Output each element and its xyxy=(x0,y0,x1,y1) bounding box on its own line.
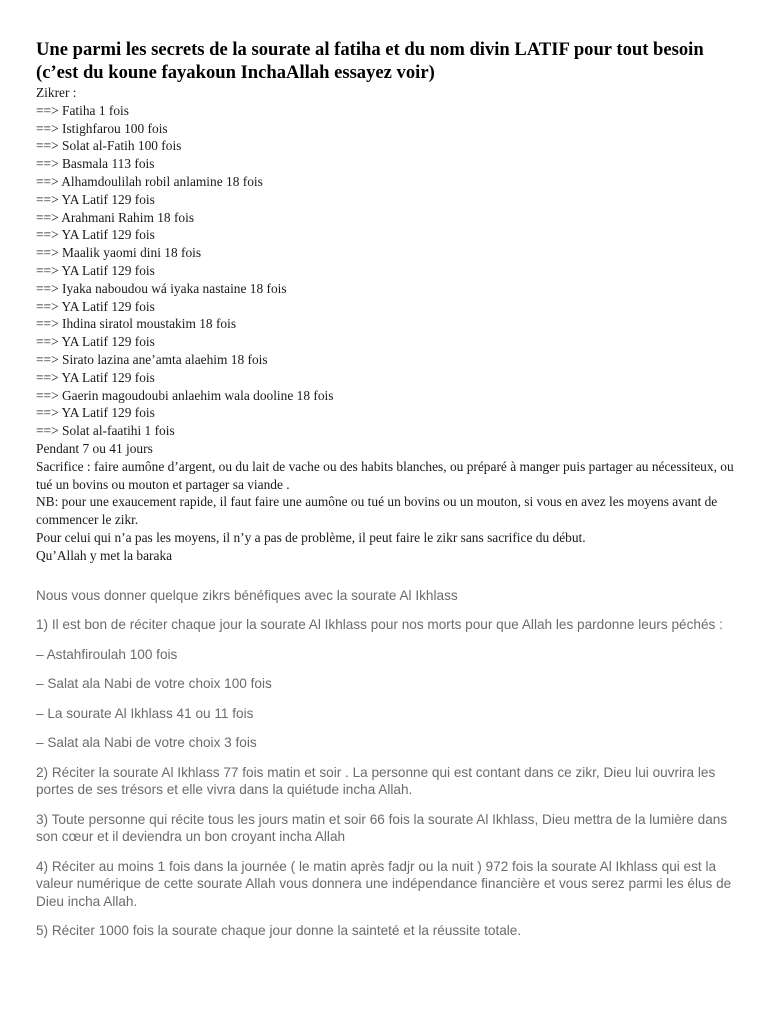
zikr-duration: Pendant 7 ou 41 jours xyxy=(36,440,153,456)
zikr-sacrifice: Sacrifice : faire aumône d’argent, ou du lait de vache ou des habits blanches, ou préparé à manger puis partager au nécessiteux, ou tué un bovins ou mouton et partager sa viande . xyxy=(36,458,734,492)
zikr-no-means: Pour celui qui n’a pas les moyens, il n’y a pas de problème, il peut faire le zikr sans sacrifice du début. xyxy=(36,529,586,545)
ikhlass-bullet: – Salat ala Nabi de votre choix 100 fois xyxy=(36,676,272,692)
zikr-item: ==> YA Latif 129 fois xyxy=(36,262,155,278)
zikr-item: ==> Alhamdoulilah robil anlamine 18 fois xyxy=(36,173,263,189)
zikr-item: ==> YA Latif 129 fois xyxy=(36,405,155,421)
ikhlass-paragraph-1: 1) Il est bon de réciter chaque jour la sourate Al Ikhlass pour nos morts pour que Allah les pardonne leurs péchés : xyxy=(36,617,723,633)
zikr-item: ==> Basmala 113 fois xyxy=(36,156,155,172)
zikr-item: ==> Sirato lazina ane’amta alaehim 18 fois xyxy=(36,351,268,367)
page-title: Une parmi les secrets de la sourate al fatiha et du nom divin LATIF pour tout besoin (c’est du koune fayakoun InchaAllah essayez voir) xyxy=(36,39,704,83)
zikr-item: ==> YA Latif 129 fois xyxy=(36,191,155,207)
ikhlass-bullet: – Astahfiroulah 100 fois xyxy=(36,646,178,662)
zikr-item: ==> YA Latif 129 fois xyxy=(36,369,155,385)
ikhlass-section xyxy=(36,587,736,940)
zikr-section xyxy=(36,84,736,565)
zikr-item: ==> Ihdina siratol moustakim 18 fois xyxy=(36,316,237,332)
zikr-item: ==> Istighfarou 100 fois xyxy=(36,120,168,136)
zikr-item: ==> Fatiha 1 fois xyxy=(36,102,129,118)
zikr-item: ==> YA Latif 129 fois xyxy=(36,298,155,314)
zikr-item: ==> Iyaka naboudou wá iyaka nastaine 18 fois xyxy=(36,280,287,296)
document-page xyxy=(36,38,736,952)
ikhlass-intro: Nous vous donner quelque zikrs bénéfiques avec la sourate Al Ikhlass xyxy=(36,587,458,603)
ikhlass-bullet: – La sourate Al Ikhlass 41 ou 11 fois xyxy=(36,705,254,721)
zikr-item: ==> Solat al-Fatih 100 fois xyxy=(36,138,182,154)
zikr-heading: Zikrer : xyxy=(36,85,77,100)
zikr-item: ==> Arahmani Rahim 18 fois xyxy=(36,209,195,225)
ikhlass-paragraph-2: 2) Réciter la sourate Al Ikhlass 77 fois matin et soir . La personne qui est contant dans ce zikr, Dieu lui ouvrira les portes de ses trésors et elle vivra dans la quiétude incha Allah. xyxy=(36,764,716,798)
zikr-nb: NB: pour une exaucement rapide, il faut faire une aumône ou tué un bovins ou un mouton, si vous en avez les moyens avant de commencer le zikr. xyxy=(36,494,718,528)
zikr-item: ==> Gaerin magoudoubi anlaehim wala dooline 18 fois xyxy=(36,387,334,403)
zikr-item: ==> YA Latif 129 fois xyxy=(36,334,155,350)
zikr-closing: Qu’Allah y met la baraka xyxy=(36,547,173,563)
zikr-item: ==> YA Latif 129 fois xyxy=(36,227,155,243)
ikhlass-paragraph-5: 5) Réciter 1000 fois la sourate chaque jour donne la sainteté et la réussite totale. xyxy=(36,923,522,939)
ikhlass-paragraph-3: 3) Toute personne qui récite tous les jours matin et soir 66 fois la sourate Al Ikhlass, Dieu mettra de la lumière dans son cœur et il deviendra un bon croyant incha Allah xyxy=(36,811,728,845)
zikr-item: ==> Solat al-faatihi 1 fois xyxy=(36,423,175,439)
ikhlass-paragraph-4: 4) Réciter au moins 1 fois dans la journée ( le matin après fadjr ou la nuit ) 972 fois la sourate Al Ikhlass qui est la valeur numérique de cette sourate Allah vous donnera une indépendance financière et vous serez parmi les élus de Dieu incha Allah. xyxy=(36,858,732,909)
ikhlass-bullet: – Salat ala Nabi de votre choix 3 fois xyxy=(36,735,257,751)
zikr-item: ==> Maalik yaomi dini 18 fois xyxy=(36,245,202,261)
